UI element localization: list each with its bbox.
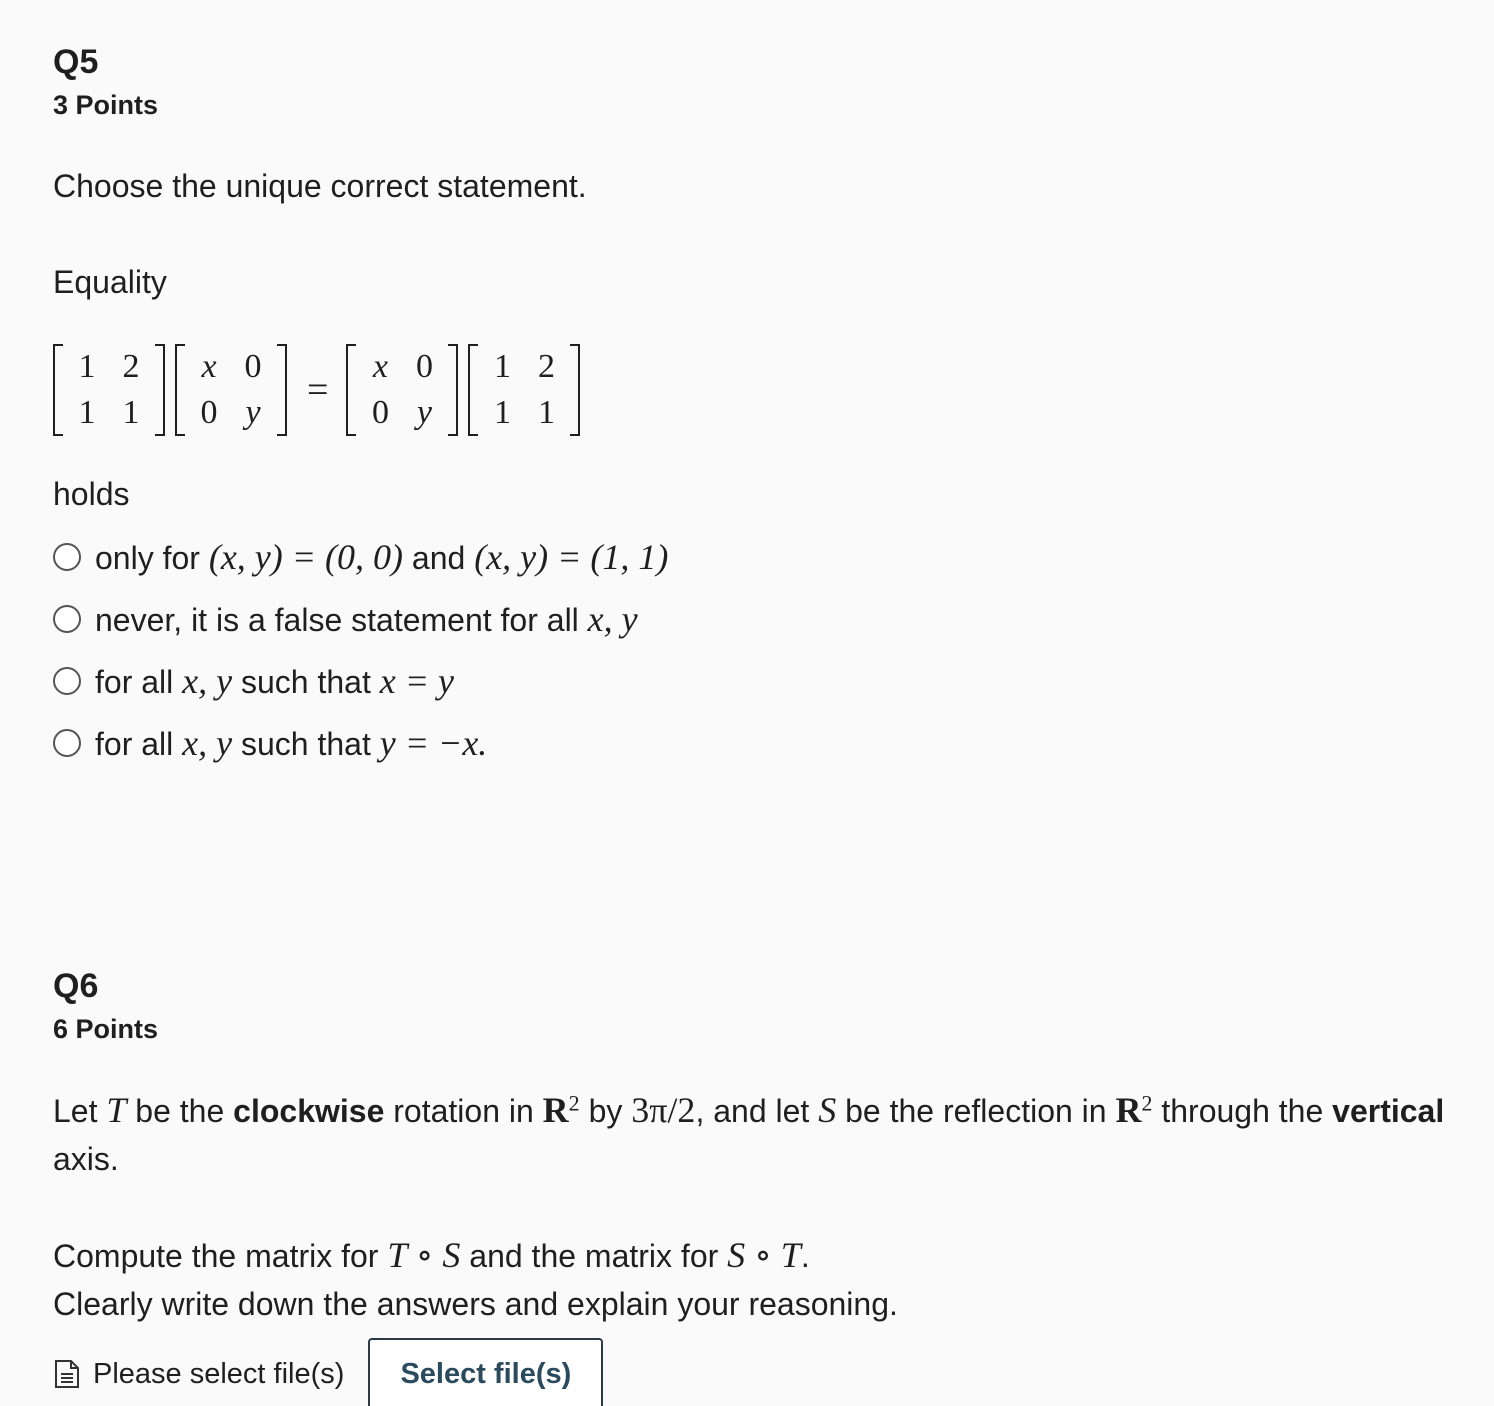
upload-status: Please select file(s) xyxy=(93,1357,345,1390)
matrix-rhs-b xyxy=(468,344,580,436)
radio-button[interactable] xyxy=(53,729,81,757)
matrix-lhs-a xyxy=(53,344,165,436)
body-text: rotation in xyxy=(384,1093,543,1129)
option-math: x = y xyxy=(379,660,454,701)
body-text: Let xyxy=(53,1093,107,1129)
bracket-right xyxy=(570,344,580,436)
body-text: , and let xyxy=(695,1093,819,1129)
question-title: Q6 xyxy=(53,967,99,1005)
math-superscript: 2 xyxy=(1141,1090,1153,1116)
matrix-cell: 1 xyxy=(78,348,96,385)
matrix-equation xyxy=(53,340,1454,440)
equals-sign: = xyxy=(307,369,329,411)
matrix-cell: 1 xyxy=(493,394,511,431)
option-3[interactable] xyxy=(53,650,1454,712)
matrix-cell: 1 xyxy=(122,394,140,431)
option-text: and xyxy=(403,539,475,576)
equality-label: Equality xyxy=(53,264,167,300)
matrix-cell: 1 xyxy=(493,348,511,385)
matrix-cell: 1 xyxy=(78,394,96,431)
matrix-cell: 0 xyxy=(244,348,262,385)
emphasis-vertical: vertical xyxy=(1332,1093,1445,1129)
matrix-cell: 0 xyxy=(415,348,433,385)
body-text: be the reflection in xyxy=(836,1093,1116,1129)
radio-button[interactable] xyxy=(53,667,81,695)
option-text: such that xyxy=(232,725,380,762)
answer-options xyxy=(53,526,1454,774)
option-text: such that xyxy=(232,663,380,700)
option-text: only for xyxy=(95,539,209,576)
option-math: (x, y) = (0, 0) xyxy=(208,536,404,577)
option-label xyxy=(95,599,638,640)
body-text: . xyxy=(800,1238,810,1274)
option-math: x, y xyxy=(587,598,638,639)
question-points: 6 Points xyxy=(53,1014,159,1044)
question-prompt: Choose the unique correct statement. xyxy=(53,168,587,204)
bracket-left xyxy=(53,344,63,436)
matrix-lhs-b xyxy=(175,344,287,436)
matrix-cell: 1 xyxy=(537,394,555,431)
math-R: R xyxy=(1115,1090,1142,1130)
body-text: through the xyxy=(1152,1093,1333,1129)
math-T: T xyxy=(106,1090,127,1130)
question-title: Q5 xyxy=(53,43,99,81)
body-text: be the xyxy=(126,1093,234,1129)
option-label xyxy=(95,661,454,702)
bracket-left xyxy=(468,344,478,436)
math-superscript: 2 xyxy=(568,1090,580,1116)
option-math: x, y xyxy=(182,660,233,701)
matrix-cell: x xyxy=(201,348,217,385)
math-R: R xyxy=(542,1090,569,1130)
option-text: for all xyxy=(95,663,183,700)
bracket-right xyxy=(448,344,458,436)
math-T-compose-S: T ∘ S xyxy=(387,1235,461,1275)
radio-button[interactable] xyxy=(53,605,81,633)
body-text: axis. xyxy=(53,1141,119,1177)
matrix-rhs-a xyxy=(346,344,458,436)
holds-label: holds xyxy=(53,476,130,512)
body-text: by xyxy=(579,1093,632,1129)
radio-button[interactable] xyxy=(53,543,81,571)
emphasis-clockwise: clockwise xyxy=(233,1093,385,1129)
option-label xyxy=(95,537,668,578)
math-angle: 3π/2 xyxy=(631,1090,696,1130)
math-S: S xyxy=(818,1090,837,1130)
question-q5 xyxy=(53,40,1454,774)
option-1[interactable] xyxy=(53,526,1454,588)
matrix-cell: 0 xyxy=(200,394,218,431)
option-math: x, y xyxy=(182,722,233,763)
option-4[interactable] xyxy=(53,712,1454,774)
question-body xyxy=(53,1086,1454,1183)
bracket-right xyxy=(155,344,165,436)
explain-instruction: Clearly write down the answers and explain your reasoning. xyxy=(53,1286,898,1322)
compute-instruction xyxy=(53,1231,1454,1280)
matrix-cell: 2 xyxy=(122,348,140,385)
option-2[interactable] xyxy=(53,588,1454,650)
select-files-button[interactable]: Select file(s) xyxy=(368,1338,603,1406)
body-text: Compute the matrix for xyxy=(53,1238,388,1274)
bracket-left xyxy=(175,344,185,436)
matrix-cell: 0 xyxy=(371,394,389,431)
matrix-cell: x xyxy=(372,348,388,385)
option-math: (x, y) = (1, 1) xyxy=(474,536,669,577)
question-q6 xyxy=(53,964,1454,1328)
math-S-compose-T: S ∘ T xyxy=(727,1235,801,1275)
option-text: for all xyxy=(95,725,183,762)
question-points: 3 Points xyxy=(53,90,159,120)
option-label xyxy=(95,723,487,764)
matrix-cell: y xyxy=(245,394,261,431)
bracket-right xyxy=(277,344,287,436)
option-text: never, it is a false statement for all xyxy=(95,601,588,638)
matrix-cell: y xyxy=(416,394,432,431)
file-upload xyxy=(53,1338,603,1406)
matrix-cell: 2 xyxy=(537,348,555,385)
body-text: and the matrix for xyxy=(460,1238,728,1274)
file-icon xyxy=(53,1359,81,1389)
option-math: y = −x. xyxy=(379,722,488,763)
bracket-left xyxy=(346,344,356,436)
